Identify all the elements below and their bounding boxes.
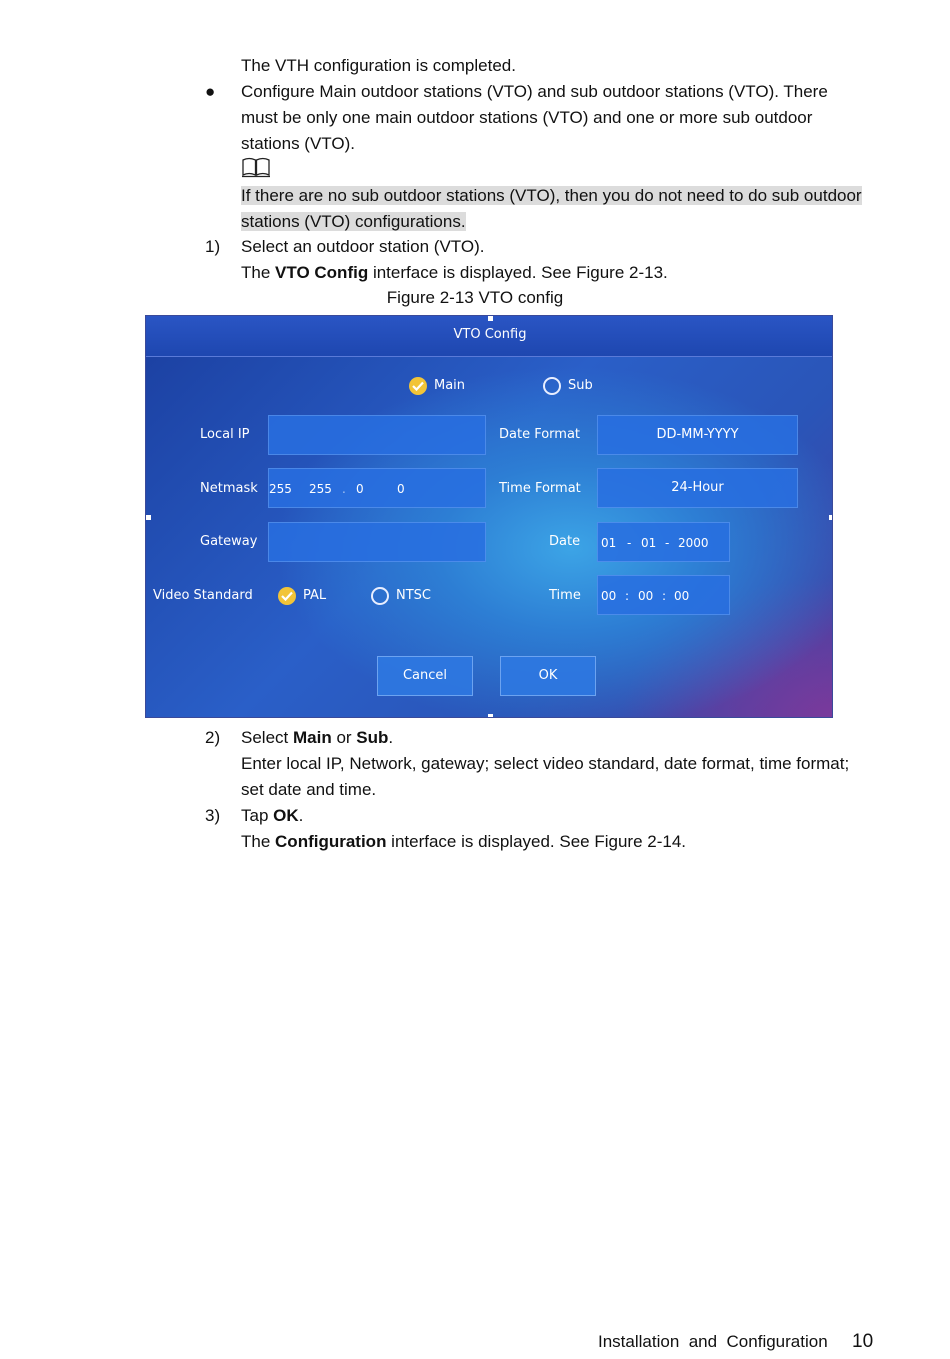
ntsc-label[interactable]: NTSC [396, 588, 431, 603]
footer-page-number: 10 [852, 1331, 874, 1352]
step-1-detail [241, 263, 668, 283]
date-format-label: Date Format [499, 427, 581, 442]
bullet-marker: ● [205, 82, 216, 101]
bullet-text-line-2: must be only one main outdoor stations (VTO) and one or more sub outdoor [241, 108, 813, 127]
time-format-select[interactable]: 24-Hour [597, 468, 798, 508]
step-1-detail-post: interface is displayed. See Figure 2-13. [368, 263, 668, 282]
footer-section-title: Installation and Configuration [598, 1332, 828, 1351]
main-bold: Main [292, 728, 332, 747]
step-3-detail-post: interface is displayed. See Figure 2-14. [386, 832, 687, 851]
step-3-post: . [298, 806, 304, 825]
time-minutes: 00 [638, 589, 654, 603]
local-ip-input[interactable] [268, 415, 486, 455]
step-2-post: . [388, 728, 394, 747]
netmask-octet-3: 0 [356, 482, 364, 496]
sub-radio-icon[interactable] [543, 377, 561, 395]
configuration-bold: Configuration [275, 832, 387, 851]
step-2-mid: or [331, 728, 357, 747]
gateway-label: Gateway [200, 534, 258, 549]
cancel-button[interactable]: Cancel [377, 656, 473, 696]
step-2-pre: Select [241, 728, 293, 747]
gateway-input[interactable] [268, 522, 486, 562]
step-3-detail-pre: The [241, 832, 276, 851]
date-separator-2: - [665, 536, 670, 550]
time-input[interactable] [597, 575, 730, 615]
mode-sub-label[interactable]: Sub [568, 378, 593, 393]
time-separator-1: : [625, 589, 630, 603]
time-format-label: Time Format [499, 481, 581, 496]
crop-tick-bottom [488, 714, 493, 718]
date-day: 01 [601, 536, 617, 550]
step-2-detail-line-1: Enter local IP, Network, gateway; select video standard, date format, time format; [241, 754, 850, 773]
date-year: 2000 [678, 536, 709, 550]
netmask-input[interactable] [268, 468, 486, 508]
step-1-detail-pre: The [241, 263, 276, 282]
note-book-icon [241, 157, 271, 178]
note-highlight-1: If there are no sub outdoor stations (VTO), then you do not need to do sub outdoor [241, 186, 862, 205]
local-ip-label: Local IP [200, 427, 250, 442]
time-hours: 00 [601, 589, 617, 603]
video-standard-label: Video Standard [153, 588, 253, 603]
vto-config-title-bar [146, 316, 833, 357]
sub-bold: Sub [356, 728, 389, 747]
ok-bold: OK [273, 806, 299, 825]
step-2-text [241, 728, 393, 748]
bullet-text-line-1: Configure Main outdoor stations (VTO) and sub outdoor stations (VTO). There [241, 82, 828, 101]
ok-button[interactable]: OK [500, 656, 596, 696]
crop-tick-right [829, 515, 833, 520]
date-format-select[interactable]: DD-MM-YYYY [597, 415, 798, 455]
step-3-text [241, 806, 303, 826]
netmask-octet-2: 255 [309, 482, 332, 496]
crop-tick-left [146, 515, 151, 520]
note-text-line-2 [241, 212, 466, 232]
step-2-detail-line-2: set date and time. [241, 780, 377, 799]
step-3-detail [241, 832, 686, 852]
vth-completed-text: The VTH configuration is completed. [241, 56, 516, 75]
vto-config-screenshot [145, 315, 833, 718]
date-label: Date [549, 534, 581, 549]
netmask-octet-4: 0 [397, 482, 405, 496]
date-separator-1: - [627, 536, 632, 550]
pal-label[interactable]: PAL [303, 588, 327, 603]
crop-tick-top [488, 316, 493, 321]
step-3-pre: Tap [241, 806, 274, 825]
netmask-label: Netmask [200, 481, 258, 496]
step-1-text: Select an outdoor station (VTO). [241, 237, 485, 256]
time-label: Time [549, 588, 581, 603]
main-radio-checked-icon[interactable] [409, 377, 427, 395]
netmask-octet-1: 255 [269, 482, 292, 496]
time-seconds: 00 [674, 589, 690, 603]
date-input[interactable] [597, 522, 730, 562]
time-separator-2: : [662, 589, 667, 603]
ntsc-radio-icon[interactable] [371, 587, 389, 605]
date-month: 01 [641, 536, 657, 550]
note-text-line-1 [241, 186, 862, 206]
step-1-number: 1) [205, 237, 221, 256]
note-highlight-2: stations (VTO) configurations. [241, 212, 466, 231]
netmask-separator: . [342, 482, 346, 496]
vto-config-title: VTO Config [453, 327, 527, 342]
vto-config-bold: VTO Config [275, 263, 369, 282]
step-3-number: 3) [205, 806, 221, 825]
mode-main-label[interactable]: Main [434, 378, 466, 393]
figure-caption: Figure 2-13 VTO config [386, 288, 564, 307]
step-2-number: 2) [205, 728, 221, 747]
bullet-text-line-3: stations (VTO). [241, 134, 355, 153]
pal-radio-checked-icon[interactable] [278, 587, 296, 605]
